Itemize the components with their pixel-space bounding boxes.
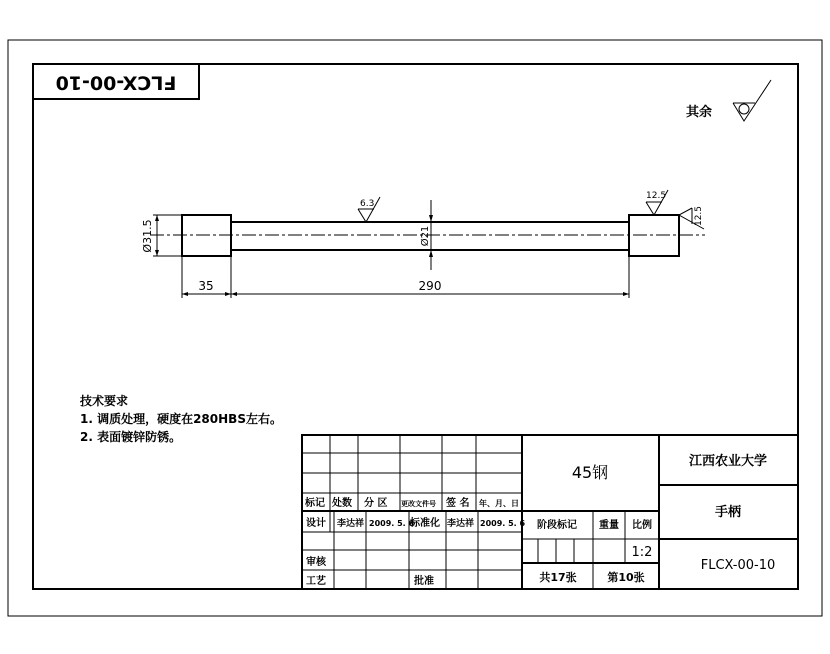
revision-header-zone: 分 区 xyxy=(364,498,388,509)
revision-header-date: 年、月、日 xyxy=(479,499,519,508)
scale-label: 比例 xyxy=(632,520,652,531)
shaft-length-label: 290 xyxy=(418,279,442,293)
right-side-roughness-value: 12.5 xyxy=(694,205,704,227)
revision-header-doc: 更改文件号 xyxy=(401,500,436,508)
general-roughness-label: 其余 xyxy=(686,105,713,120)
general-roughness-symbol xyxy=(733,80,771,121)
design-date: 2009. 5. 6 xyxy=(369,519,415,528)
revision-header-count: 处数 xyxy=(332,498,352,509)
organization-name: 江西农业大学 xyxy=(688,454,768,469)
standardization-label: 标准化 xyxy=(410,518,440,529)
outer-frame xyxy=(8,40,822,616)
standardization-date: 2009. 5. 6 xyxy=(480,519,526,528)
shaft-diameter-label: Ø21 xyxy=(420,225,431,247)
end-length-label: 35 xyxy=(198,279,214,293)
drawing-number-title: FLCX-00-10 xyxy=(700,558,776,573)
material-label: 45钢 xyxy=(571,463,609,482)
tech-requirement-item: 2. 表面镀锌防锈。 xyxy=(80,430,182,444)
design-label: 设计 xyxy=(306,518,326,529)
process-label: 工艺 xyxy=(306,576,326,587)
shaft-roughness-value: 6.3 xyxy=(360,199,375,209)
designer-name: 李达祥 xyxy=(337,519,365,529)
tech-requirement-item: 1. 调质处理，硬度在280HBS左右。 xyxy=(80,412,282,426)
drawing-number-rotated: FLCX-00-10 xyxy=(55,71,177,94)
sheet-number: 第10张 xyxy=(607,571,645,584)
right-top-roughness-value: 12.5 xyxy=(646,191,667,201)
weight-label: 重量 xyxy=(599,520,619,531)
review-label: 审核 xyxy=(306,557,326,568)
standardizer-name: 李达祥 xyxy=(447,519,475,529)
total-sheets: 共17张 xyxy=(539,571,577,584)
scale-value: 1:2 xyxy=(631,545,653,560)
revision-header-mark: 标记 xyxy=(305,498,325,509)
tech-requirements-heading: 技术要求 xyxy=(80,394,129,408)
end-diameter-label: Ø31.5 xyxy=(141,219,154,253)
stage-mark-label: 阶段标记 xyxy=(537,520,577,531)
length-dimensions xyxy=(182,256,629,298)
approve-label: 批准 xyxy=(414,576,434,587)
revision-header-sign: 签 名 xyxy=(446,498,470,509)
part-name: 手柄 xyxy=(714,505,742,520)
